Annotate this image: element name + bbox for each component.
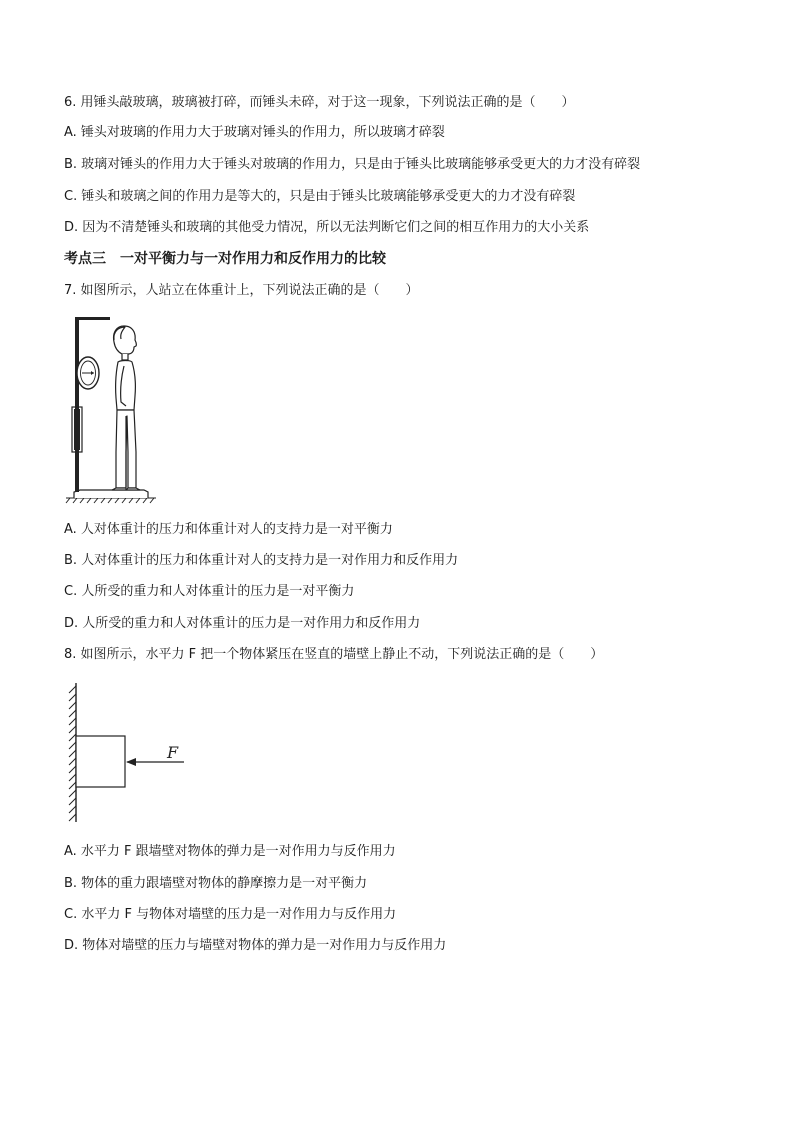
q7-option-b: B. 人对体重计的压力和体重计对人的支持力是一对作用力和反作用力 [64, 553, 459, 568]
section-heading: 考点三 一对平衡力与一对作用力和反作用力的比较 [64, 251, 386, 267]
q8-option-b: B. 物体的重力跟墙壁对物体的静摩擦力是一对平衡力 [64, 876, 368, 891]
ground [66, 498, 156, 503]
q8-stem: 8. 如图所示，水平力 F 把一个物体紧压在竖直的墙壁上静止不动，下列说法正确的是（ ） [64, 647, 604, 662]
q7-option-a: A. 人对体重计的压力和体重计对人的支持力是一对平衡力 [64, 522, 393, 537]
q7-option-c: C. 人所受的重力和人对体重计的压力是一对平衡力 [64, 584, 355, 599]
q8-option-c: C. 水平力 F 与物体对墙壁的压力是一对作用力与反作用力 [64, 907, 397, 922]
scale-dial [77, 357, 99, 389]
q8-option-d: D. 物体对墙壁的压力与墙壁对物体的弹力是一对作用力与反作用力 [64, 938, 447, 953]
q8-option-a: A. 水平力 F 跟墙壁对物体的弹力是一对作用力与反作用力 [64, 844, 396, 859]
block [76, 736, 125, 787]
person [112, 326, 140, 490]
q6-option-c: C. 锤头和玻璃之间的作用力是等大的，只是由于锤头比玻璃能够承受更大的力才没有碎裂 [64, 189, 576, 204]
scale-column [72, 317, 110, 492]
q6-stem: 6. 用锤头敲玻璃，玻璃被打碎，而锤头未碎，对于这一现象，下列说法正确的是（ ） [64, 95, 575, 110]
q6-option-d: D. 因为不清楚锤头和玻璃的其他受力情况，所以无法判断它们之间的相互作用力的大小关系 [64, 220, 590, 235]
force-label: F [167, 743, 179, 762]
scale-platform [74, 490, 148, 498]
q7-option-d: D. 人所受的重力和人对体重计的压力是一对作用力和反作用力 [64, 616, 421, 631]
q6-option-a: A. 锤头对玻璃的作用力大于玻璃对锤头的作用力，所以玻璃才碎裂 [64, 125, 445, 140]
block-against-wall-figure [64, 680, 194, 825]
wall [69, 683, 76, 822]
person-on-scale-figure [64, 312, 159, 504]
q7-stem: 7. 如图所示，人站立在体重计上，下列说法正确的是（ ） [64, 283, 419, 298]
q6-option-b: B. 玻璃对锤头的作用力大于锤头对玻璃的作用力，只是由于锤头比玻璃能够承受更大的力才没有碎裂 [64, 157, 641, 172]
